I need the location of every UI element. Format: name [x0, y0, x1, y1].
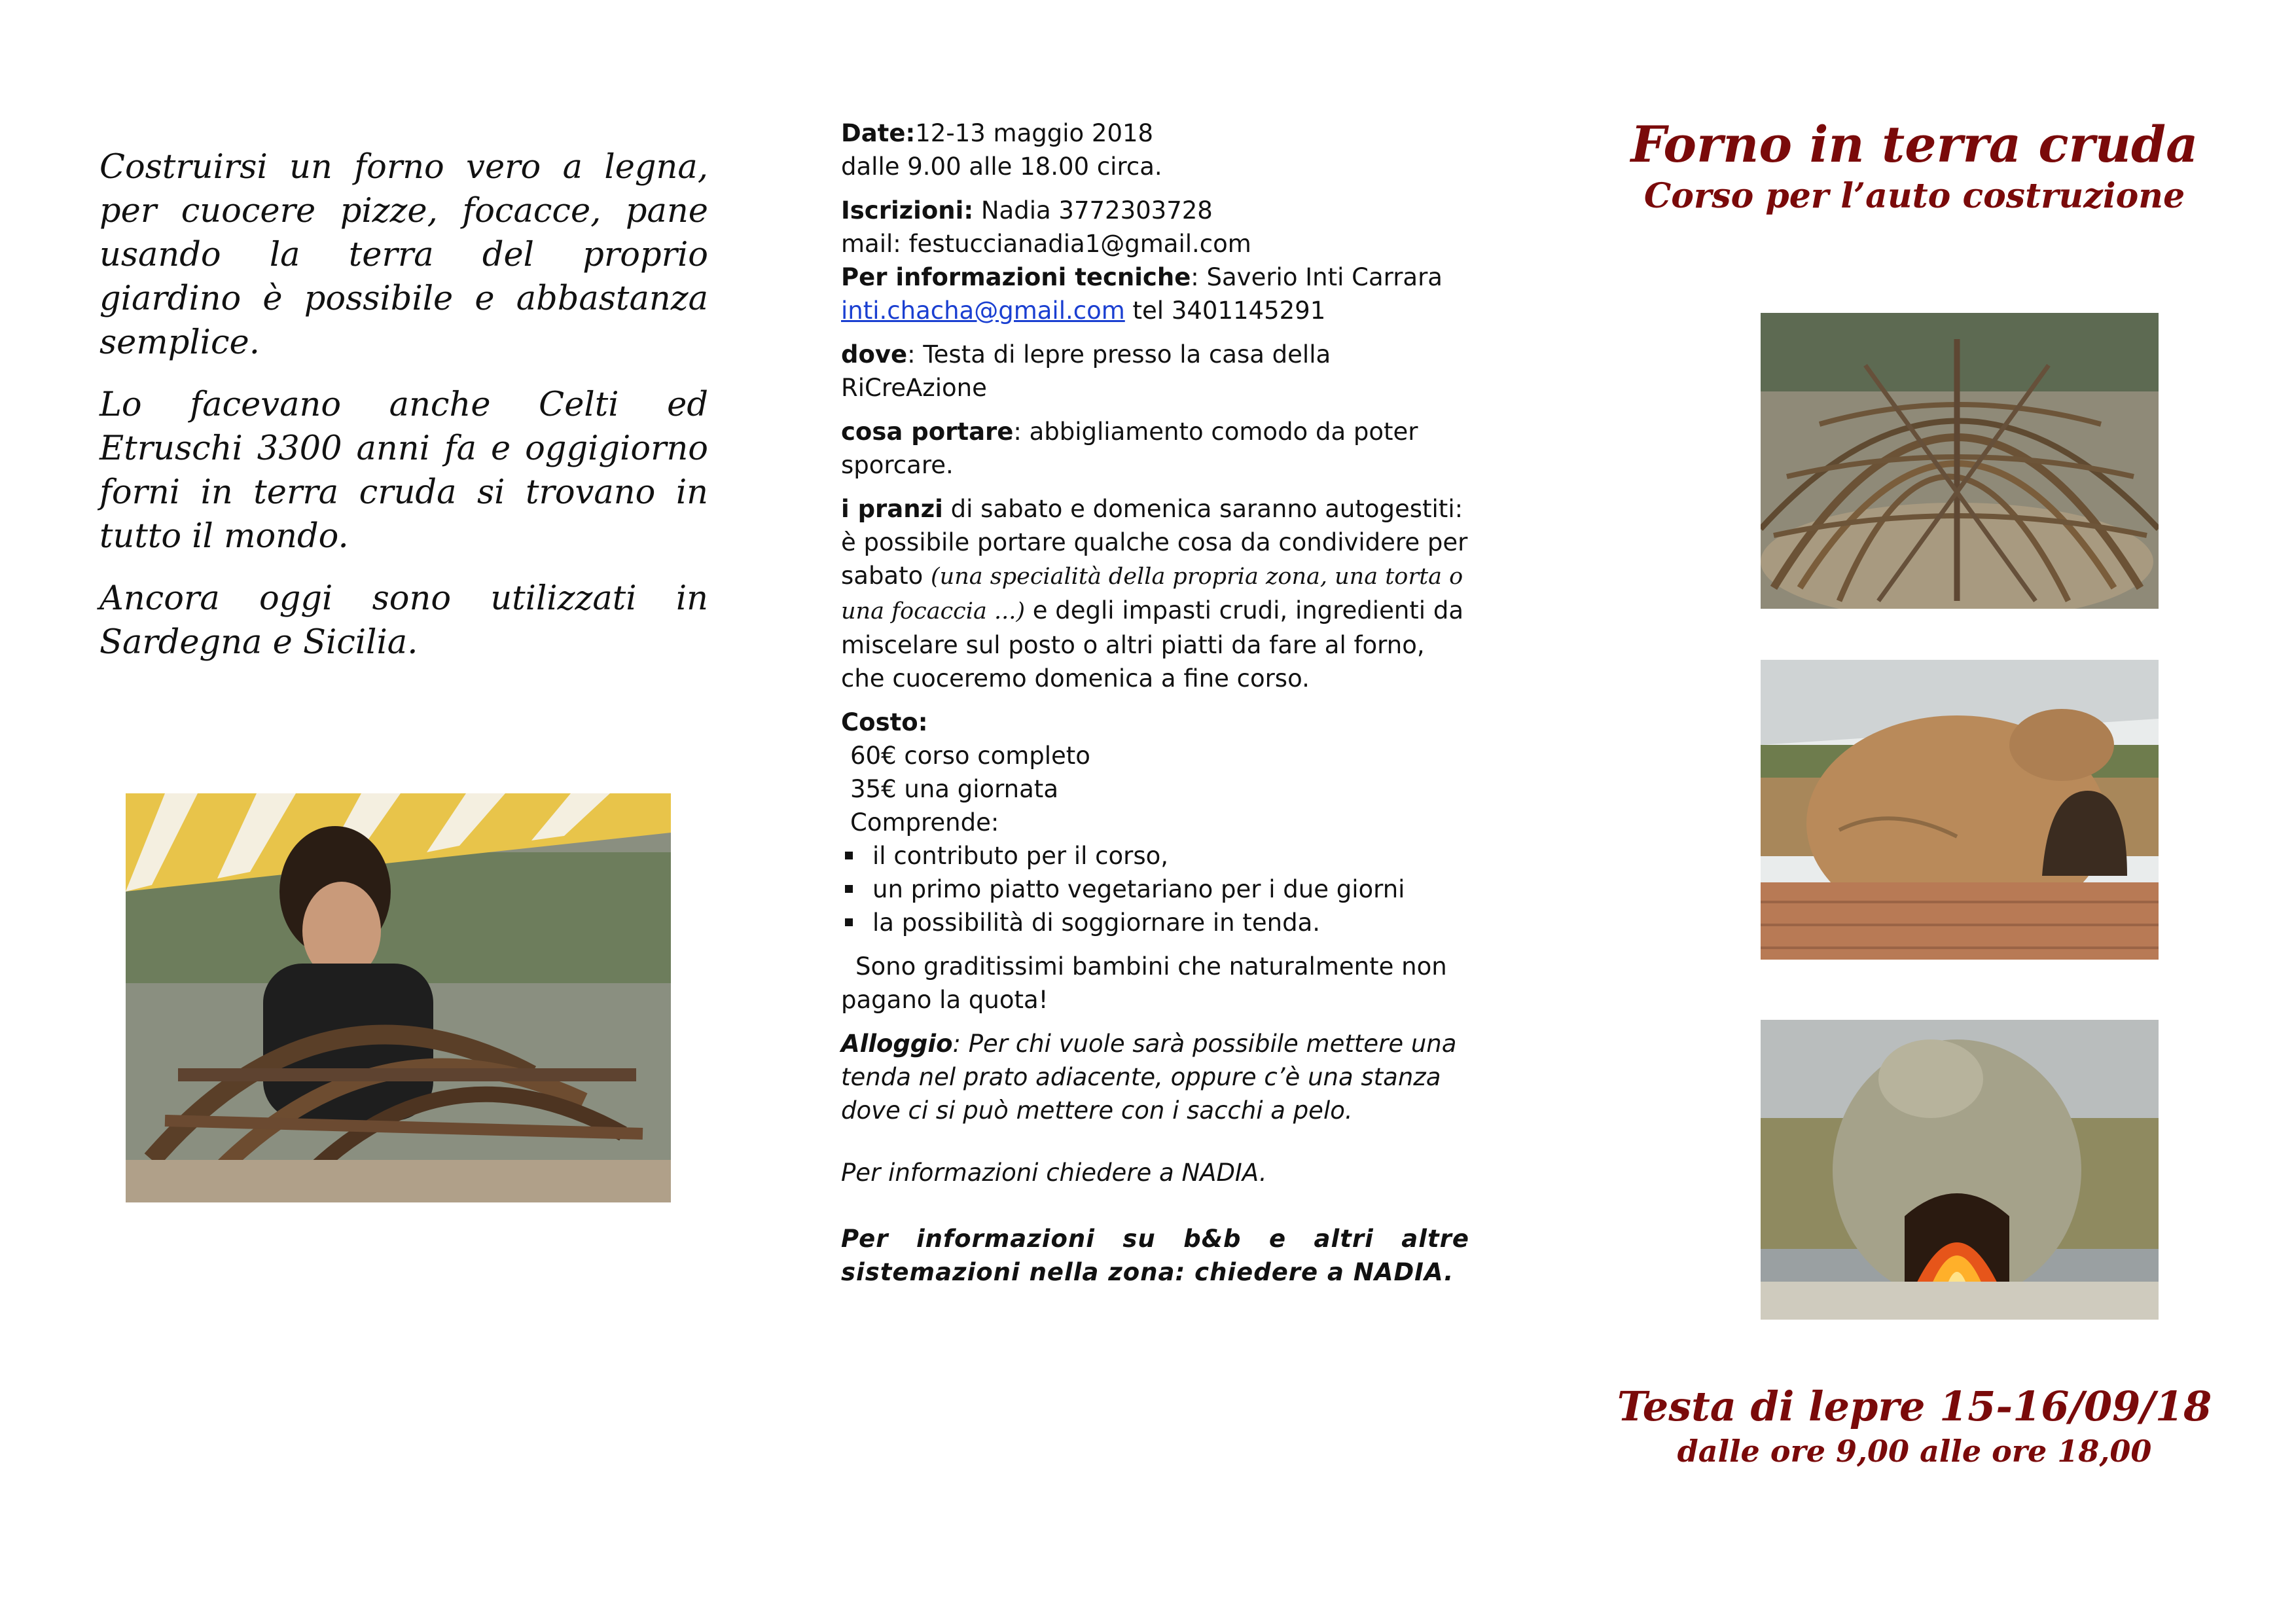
iscrizioni-label: Iscrizioni: — [841, 196, 974, 225]
intro-paragraph: Costruirsi un forno vero a legna, per cuocere pizze, focacce, pane usando la terra del proprio giardino è possibile e abbastanza semplice. — [99, 148, 708, 362]
mail-line: mail: festuccianadia1@gmail.com — [841, 230, 1251, 258]
alloggio-value: : Per chi vuole sarà possibile mettere una tenda nel prato adiacente, oppure c’è una stanza dove ci si può mettere con i sacchi a pelo. — [841, 1030, 1457, 1125]
lunch-block — [841, 492, 1469, 695]
location-block — [841, 338, 1469, 405]
costo-label: Costo: — [841, 708, 928, 736]
info-nadia: Per informazioni chiedere a NADIA. — [841, 1159, 1267, 1187]
tech-email-link[interactable]: inti.chacha@gmail.com — [841, 297, 1125, 325]
intro-paragraph: Ancora oggi sono utilizzati in Sardegna e Sicilia. — [99, 579, 708, 662]
registration-block — [841, 194, 1469, 327]
event-hours: dalle ore 9,00 alle ore 18,00 — [1677, 1434, 2152, 1469]
pranzi-label: i pranzi — [841, 495, 943, 523]
photo-man-building-oven — [126, 793, 671, 1202]
event-footer — [1558, 1381, 2271, 1470]
costo-giornata: 35€ una giornata — [850, 775, 1058, 803]
includes-list — [841, 839, 1469, 939]
date-label: Date: — [841, 119, 916, 147]
dove-label: dove — [841, 340, 908, 369]
intro-text — [99, 145, 708, 683]
date-value: 12-13 maggio 2018 — [915, 119, 1154, 147]
brochure-subtitle: Corso per l’auto costruzione — [1643, 176, 2185, 216]
info-column — [841, 117, 1469, 1299]
children-note: Sono graditissimi bambini che naturalmente non pagano la quota! — [841, 952, 1447, 1014]
photo-wooden-frame — [1761, 313, 2159, 609]
date-block — [841, 117, 1469, 183]
portare-value: : abbigliamento comodo da poter sporcare. — [841, 418, 1418, 479]
pranzi-text-cont: e degli impasti crudi, ingredienti da miscelare sul posto o altri piatti da fare al forno, che cuoceremo domenica a fine corso. — [841, 596, 1464, 693]
portare-label: cosa portare — [841, 418, 1014, 446]
pranzi-text: di sabato e domenica saranno autogestiti: è possibile portare qualche cosa da condividere per sabato — [841, 495, 1468, 590]
brochure-title-block — [1558, 115, 2271, 218]
date-hours: dalle 9.00 alle 18.00 circa. — [841, 153, 1162, 181]
event-date-title: Testa di lepre 15-16/09/18 — [1617, 1382, 2212, 1430]
alloggio-label: Alloggio — [841, 1030, 953, 1058]
list-item: il contributo per il corso, — [841, 839, 1469, 873]
brochure-title: Forno in terra cruda — [1630, 115, 2198, 173]
photo-hare-oven-with-fire — [1761, 1020, 2159, 1320]
lodging-block — [841, 1027, 1469, 1127]
costo-completo: 60€ corso completo — [850, 742, 1090, 770]
tech-info-label: Per informazioni tecniche — [841, 263, 1191, 291]
info-bnb: Per informazioni su b&b e altri altre sistemazioni nella zona: chiedere a NADIA. — [841, 1225, 1469, 1286]
list-item: la possibilità di soggiornare in tenda. — [841, 906, 1469, 939]
cost-block — [841, 706, 1469, 839]
pranzi-italic: (una specialità della propria zona, una torta o una focaccia ...) — [841, 564, 1463, 624]
iscrizioni-value: Nadia 3772303728 — [973, 196, 1213, 225]
dove-value: : Testa di lepre presso la casa della RiCreAzione — [841, 340, 1331, 402]
tech-tel: tel 3401145291 — [1124, 297, 1326, 325]
intro-paragraph: Lo facevano anche Celti ed Etruschi 3300 anni fa e oggigiorno forni in terra cruda si trovano in tutto il mondo. — [99, 386, 708, 556]
bring-block — [841, 415, 1469, 482]
comprende-label: Comprende: — [850, 808, 999, 837]
tech-info-value: : Saverio Inti Carrara — [1191, 263, 1443, 291]
list-item: un primo piatto vegetariano per i due giorni — [841, 873, 1469, 906]
photo-clay-oven — [1761, 660, 2159, 960]
